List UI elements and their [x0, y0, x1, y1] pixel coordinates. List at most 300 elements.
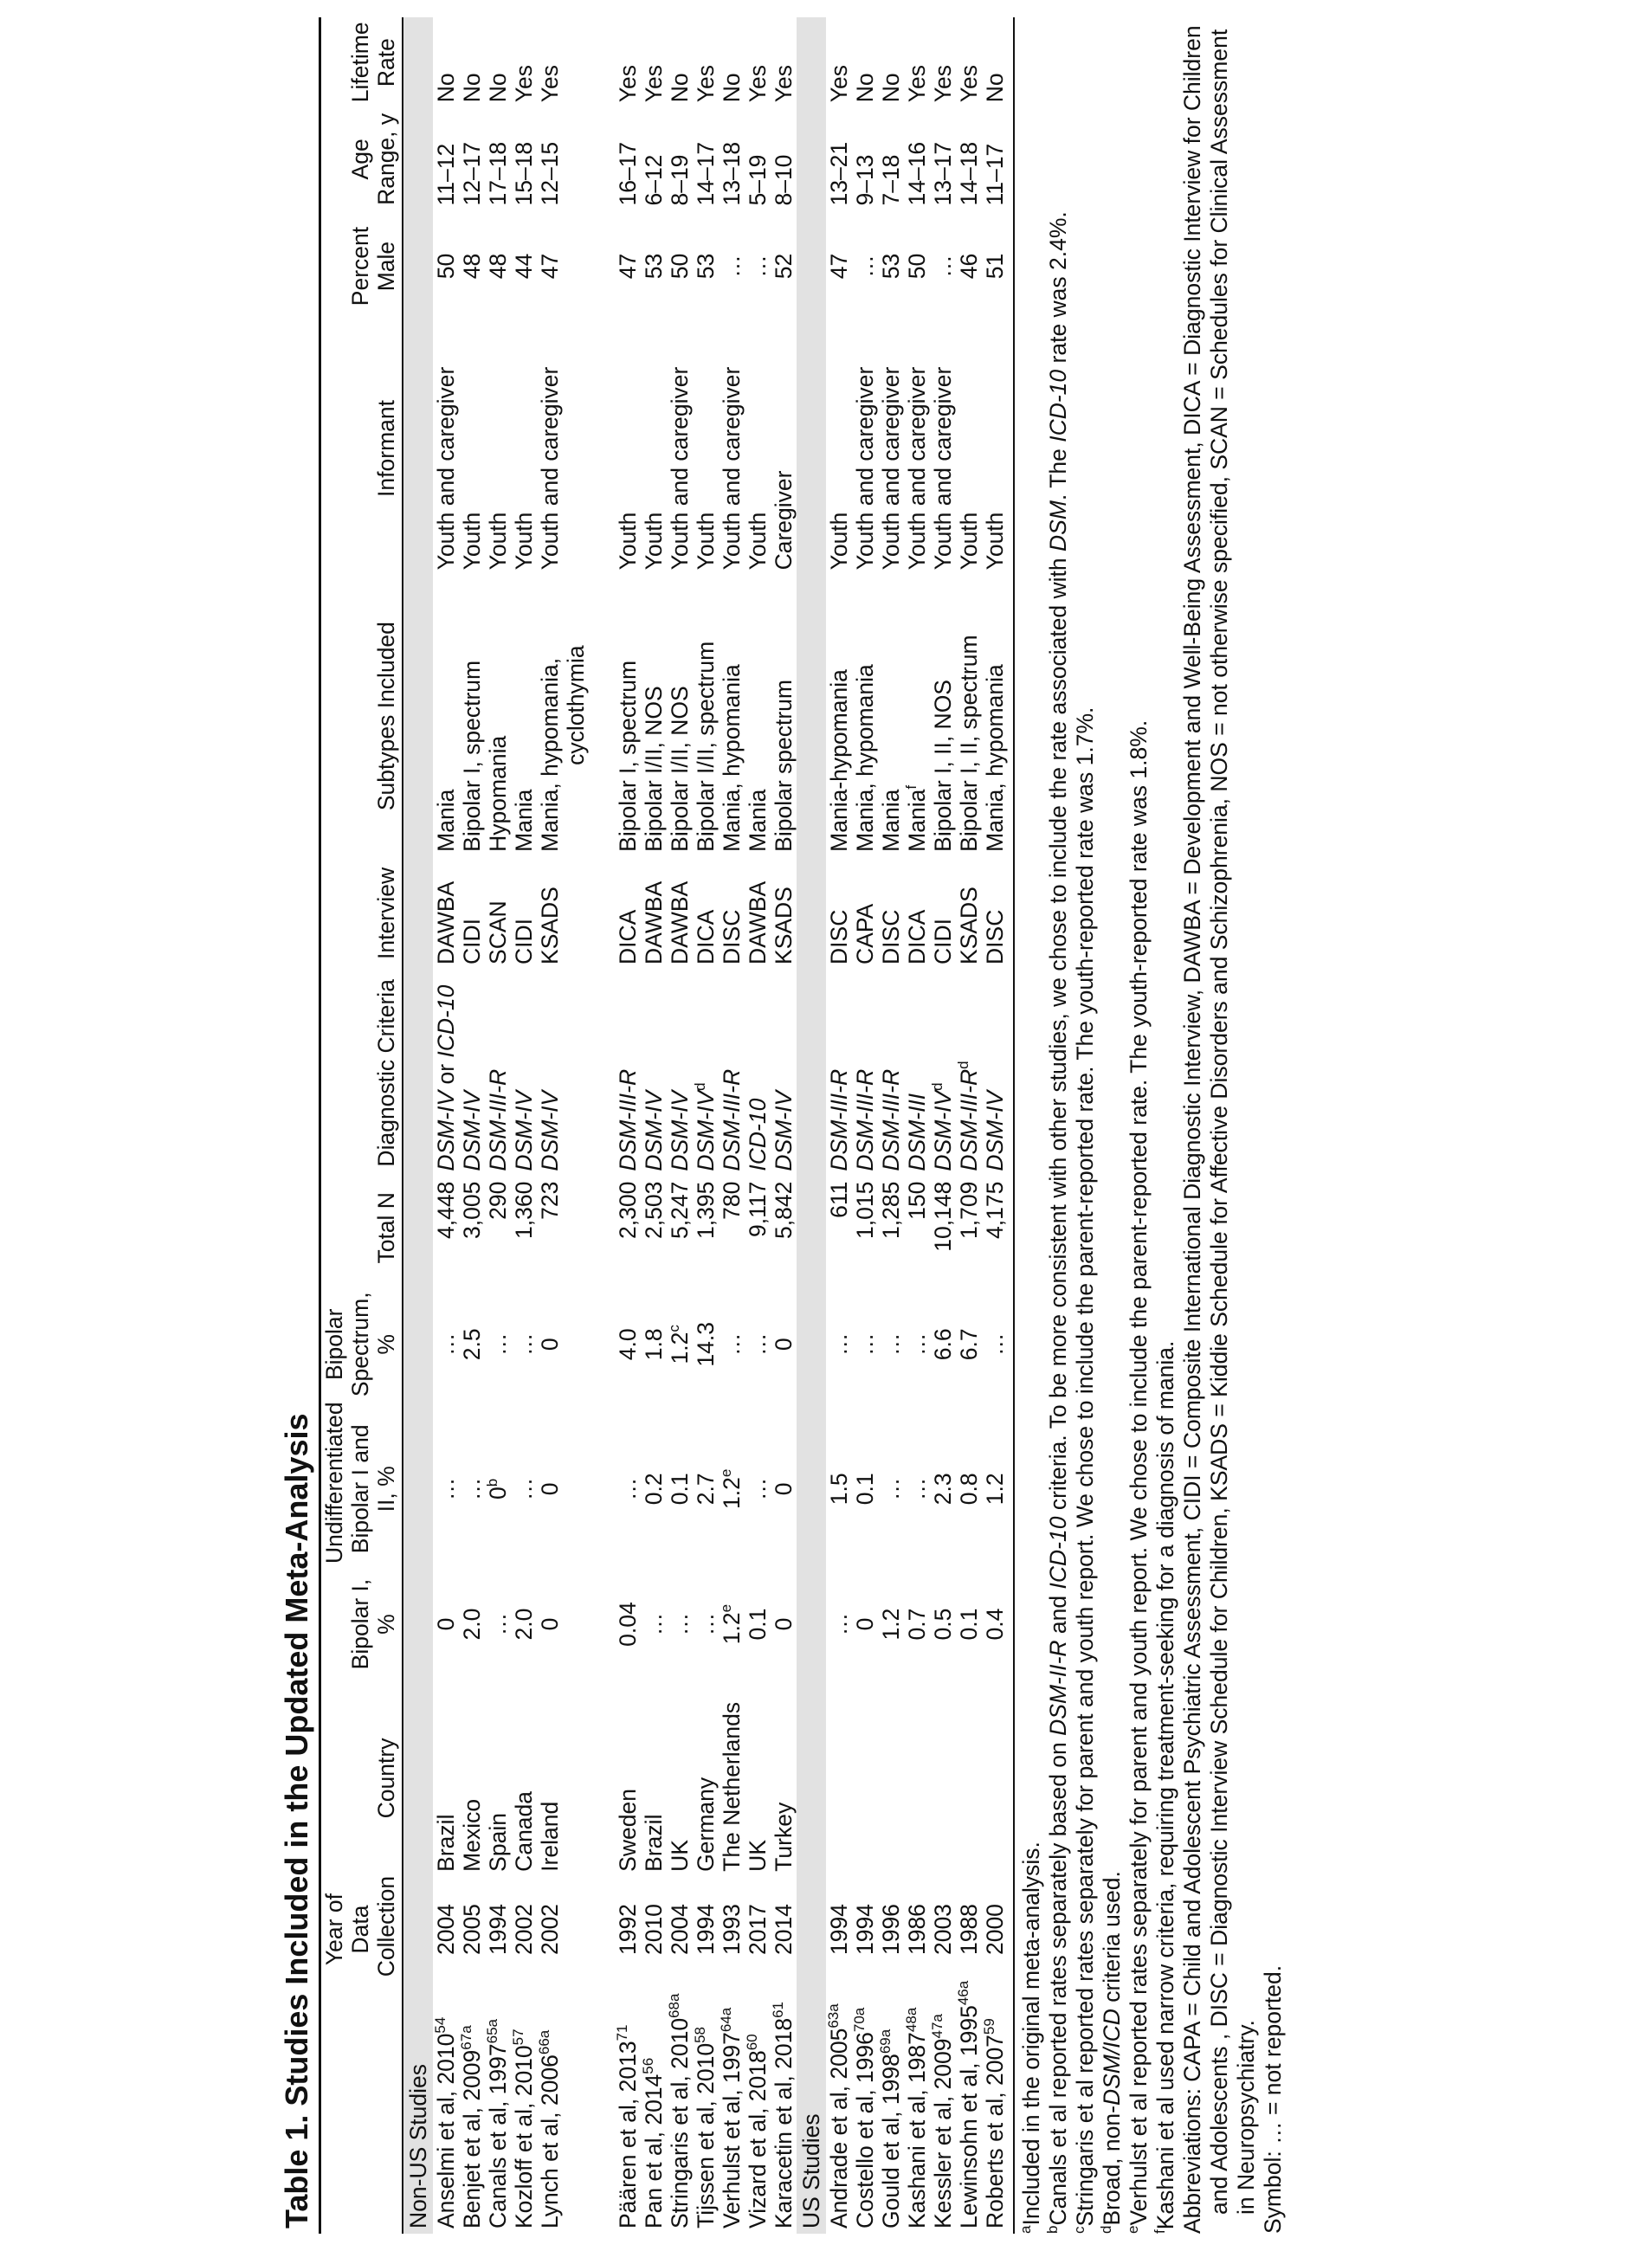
cell-year: 1988: [956, 1904, 982, 1956]
cell-subtypes: Hypomania: [485, 735, 511, 852]
cell-subtypes: Bipolar I, spectrum: [615, 660, 641, 852]
cell-male: …: [930, 255, 956, 278]
table-row: [878, 17, 904, 2234]
cell-bp1: 0: [852, 1617, 878, 1631]
cell-lifetime: Yes: [641, 64, 667, 103]
studies-table: [321, 17, 1008, 2234]
cell-country: Brazil: [433, 1814, 459, 1872]
cell-study: Tijssen et al, 2010$^{58}$: [692, 2026, 719, 2228]
cell-bp1: 0.1: [745, 1608, 771, 1641]
section-header: [797, 17, 826, 2234]
cell-bp1: …: [667, 1612, 693, 1636]
table-row: [433, 17, 459, 2234]
cell-bp1: 0: [537, 1617, 563, 1631]
cell-lifetime: Yes: [745, 64, 771, 103]
cell-informant: Youth: [511, 512, 537, 571]
cell-lifetime: Yes: [930, 64, 956, 103]
table-row: [719, 17, 745, 2234]
cell-interview: DAWBA: [745, 880, 771, 964]
cell-study: Päären et al, 2013$^{71}$: [614, 2024, 641, 2228]
table-row: [745, 17, 771, 2234]
cell-year: 2000: [982, 1904, 1008, 1956]
cell-year: 1986: [904, 1904, 930, 1956]
cell-interview: DISC: [826, 909, 852, 964]
cell-undiff: 0$^b$: [484, 1478, 511, 1500]
cell-year: 2005: [459, 1904, 485, 1956]
cell-spectrum: 2.5: [459, 1328, 485, 1361]
row-spacer: [589, 17, 615, 2234]
header-informant: Informant: [321, 322, 403, 576]
cell-bp1: 1.2e: [718, 1603, 745, 1645]
cell-interview: DICA: [615, 909, 641, 964]
cell-bp1: 1.2: [878, 1608, 904, 1641]
cell-n: 5,842: [771, 1181, 797, 1239]
cell-male: 48: [459, 253, 485, 280]
cell-spectrum: 1.2$^c$: [666, 1325, 693, 1364]
cell-criteria: DSM-III: [904, 1093, 930, 1171]
cell-year: 2002: [537, 1904, 563, 1956]
cell-informant: Youth: [459, 512, 485, 571]
cell-lifetime: No: [878, 73, 904, 103]
cell-age: 12–15: [537, 141, 563, 206]
cell-undiff: 0.2: [641, 1473, 667, 1506]
table-header: [321, 17, 403, 2234]
cell-spectrum: …: [433, 1332, 459, 1357]
cell-age: 15–18: [511, 141, 537, 206]
cell-interview: DAWBA: [667, 880, 693, 964]
cell-informant: Youth and caregiver: [878, 366, 904, 571]
cell-age: 8–19: [667, 154, 693, 206]
cell-country: Spain: [485, 1813, 511, 1872]
cell-undiff: 1.2e: [718, 1468, 745, 1509]
footnote: Symbol: … = not reported.: [1260, 1964, 1286, 2234]
cell-undiff: 2.7: [693, 1473, 719, 1506]
cell-informant: Youth and caregiver: [852, 366, 878, 571]
cell-spectrum: …: [745, 1332, 771, 1357]
cell-age: 5–19: [745, 154, 771, 206]
cell-male: …: [745, 255, 771, 278]
cell-country: Canada: [511, 1790, 537, 1872]
cell-lifetime: No: [852, 73, 878, 103]
cell-lifetime: No: [667, 73, 693, 103]
cell-n: 780: [719, 1181, 745, 1220]
cell-study: Karacetin et al, 2018$^{61}$: [770, 2001, 797, 2228]
cell-informant: Youth: [826, 512, 852, 571]
cell-age: 6–12: [641, 154, 667, 206]
section-label: US Studies: [797, 17, 826, 2234]
cell-interview: SCAN: [485, 900, 511, 964]
cell-bp1: …: [826, 1612, 852, 1636]
cell-age: 17–18: [485, 141, 511, 206]
cell-male: 46: [956, 253, 982, 280]
cell-spectrum: …: [852, 1332, 878, 1357]
cell-spectrum: 1.8: [641, 1328, 667, 1361]
cell-study: Canals et al, $1997^{65a}$: [484, 2019, 511, 2228]
cell-year: 2014: [771, 1904, 797, 1956]
cell-criteria: DSM-III-R: [852, 1068, 878, 1171]
cell-lifetime: Yes: [904, 64, 930, 103]
cell-n: 1,285: [878, 1181, 904, 1239]
cell-male: 47: [537, 253, 563, 280]
cell-subtypes: Bipolar I, II, spectrum: [956, 635, 982, 852]
footnote: $^f$Kashani et al used narrow criteria, requiring treatment-seeking for a diagnosis of mania.: [1152, 1340, 1178, 2234]
cell-country: [878, 1680, 904, 1877]
cell-subtypes: Mania-hypomania: [826, 669, 852, 852]
cell-spectrum: 4.0: [615, 1328, 641, 1361]
cell-age: 14–16: [904, 141, 930, 206]
cell-interview: DICA: [904, 909, 930, 964]
cell-lifetime: No: [719, 73, 745, 103]
header-bipolar-i: Bipolar I, %: [321, 1569, 403, 1680]
cell-year: 1996: [878, 1904, 904, 1956]
cell-informant: Youth: [641, 512, 667, 571]
footnote: $^c$Stringaris et al reported rates separately for parent and youth report. We chose to include the parent-reported rate. The youth-reported rate was 1.7%.: [1071, 706, 1098, 2234]
table-page: [277, 17, 1287, 2234]
header-spectrum: Bipolar Spectrum, %: [321, 1280, 403, 1409]
cell-study: Lynch et al, $2006^{66a}$: [536, 2029, 563, 2228]
cell-criteria: DSM-IV or ICD-10: [433, 984, 459, 1171]
cell-bp1: 0.7: [904, 1608, 930, 1641]
header-year: Year of Data Collection: [321, 1877, 403, 1982]
cell-subtypes: Mania$^f$: [903, 784, 930, 852]
cell-undiff: 1.2: [982, 1473, 1008, 1506]
cell-subtypes: Mania: [433, 789, 459, 852]
cell-criteria: DSM-III-R: [615, 1068, 641, 1171]
cell-male: 47: [615, 253, 641, 280]
cell-undiff: 2.3: [930, 1473, 956, 1506]
cell-age: 13–21: [826, 141, 852, 206]
cell-spectrum: …: [826, 1332, 852, 1357]
footnote: $^d$Broad, non-DSM/ICD criteria used.: [1098, 1871, 1125, 2234]
cell-study: Kashani et al, $1987^{48a}$: [903, 2007, 930, 2228]
cell-n: 1,395: [693, 1181, 719, 1239]
cell-subtypes: Mania: [745, 789, 771, 852]
cell-year: 1993: [719, 1904, 745, 1956]
cell-undiff: …: [615, 1477, 641, 1501]
cell-study: Andrade et al, $2005^{63a}$: [825, 2003, 852, 2228]
cell-bp1: 2.0: [511, 1608, 537, 1641]
footnote: $^b$Canals et al reported rates separately based on DSM-II-R and ICD-10 criteria. To be more consistent with other studies, we chose to include the rate associated with DSM. The ICD-10 rate was 2.4%.: [1044, 211, 1071, 2234]
cell-undiff: 0.1: [667, 1473, 693, 1506]
cell-informant: Youth: [693, 512, 719, 571]
cell-interview: CIDI: [930, 918, 956, 964]
cell-criteria: DSM-IV: [459, 1090, 485, 1171]
cell-n: 10,148: [930, 1181, 956, 1252]
table-body: [403, 17, 1008, 2234]
cell-male: …: [852, 255, 878, 278]
cell-criteria: DSM-IV: [511, 1090, 537, 1171]
cell-subtypes: Mania, hypomania: [982, 664, 1008, 852]
cell-informant: Youth and caregiver: [667, 366, 693, 571]
cell-informant: Youth: [485, 512, 511, 571]
cell-interview: KSADS: [771, 887, 797, 964]
table-row: [641, 17, 667, 2234]
cell-spectrum: …: [485, 1332, 511, 1357]
cell-subtypes: Bipolar I, II, NOS: [930, 680, 956, 852]
cell-criteria: DSM-III-R: [878, 1068, 904, 1171]
cell-male: 48: [485, 253, 511, 280]
cell-year: 1994: [826, 1904, 852, 1956]
cell-country: Turkey: [771, 1802, 797, 1872]
cell-bp1: 0: [771, 1617, 797, 1631]
cell-criteria: DSM-III-R: [719, 1068, 745, 1171]
cell-criteria: DSM-III-R: [485, 1068, 511, 1171]
footnote: Abbreviations: CAPA = Child and Adolescent Psychiatric Assessment, CIDI = Composite International Diagnostic Interview, DAWBA = Development and Well-Being Assessment, DICA = Diagnostic Interview for Children and Adolescents , DISC = Diagnostic Interview Schedule for Children, KSADS = Kiddie Schedule for Affective Disorders and Schizophrenia, NOS = not otherwise specified, SCAN = Schedules for Clinical Assessment in Neuropsychiatry.: [1179, 25, 1259, 2234]
cell-age: 11–17: [982, 143, 1008, 206]
cell-country: Sweden: [615, 1789, 641, 1872]
cell-country: [852, 1680, 878, 1877]
cell-subtypes: Mania, hypomania: [719, 664, 745, 852]
cell-study: Gould et al, $1998^{69a}$: [877, 2028, 904, 2228]
cell-bp1: 0.1: [956, 1608, 982, 1641]
cell-criteria: DSM-$IV^d$: [692, 1082, 719, 1171]
cell-undiff: 0.8: [956, 1473, 982, 1506]
header-lifetime-rate: Lifetime Rate: [321, 17, 403, 107]
cell-lifetime: No: [982, 73, 1008, 103]
cell-year: 2004: [667, 1904, 693, 1956]
cell-age: 14–18: [956, 141, 982, 206]
table-row: [615, 17, 641, 2234]
cell-interview: CIDI: [511, 918, 537, 964]
cell-interview: CIDI: [459, 918, 485, 964]
cell-spectrum: 0: [537, 1338, 563, 1351]
cell-study: Verhulst et al, $1997^{64a}$: [718, 2007, 745, 2228]
cell-male: 50: [904, 253, 930, 280]
cell-interview: KSADS: [956, 887, 982, 964]
cell-bp1: …: [485, 1612, 511, 1636]
header-interview: Interview: [321, 857, 403, 970]
cell-interview: DISC: [982, 909, 1008, 964]
cell-n: 4,448: [433, 1181, 459, 1239]
cell-subtypes: Bipolar I/II, NOS: [667, 686, 693, 852]
cell-spectrum: 0: [771, 1338, 797, 1351]
cell-n: 723: [537, 1181, 563, 1220]
cell-year: 2002: [511, 1904, 537, 1956]
table-row: [956, 17, 982, 2234]
cell-informant: Youth and caregiver: [904, 366, 930, 571]
header-undifferentiated: Undifferentiated Bipolar I and II, %: [321, 1409, 403, 1569]
cell-male: 51: [982, 253, 1008, 280]
cell-age: 9–13: [852, 154, 878, 206]
cell-n: 611: [826, 1181, 852, 1218]
cell-year: 2017: [745, 1904, 771, 1956]
cell-bp1: 0.4: [982, 1608, 1008, 1641]
cell-criteria: DSM-IV: [667, 1090, 693, 1171]
table-row: [485, 17, 511, 2234]
cell-age: 8–10: [771, 154, 797, 206]
cell-interview: DICA: [693, 909, 719, 964]
cell-lifetime: No: [485, 73, 511, 103]
cell-informant: Youth and caregiver: [537, 366, 563, 571]
footnote: $^e$Verhulst et al reported rates separately for parent and youth report. We chose to include the parent-reported rate. The youth-reported rate was 1.8%.: [1125, 719, 1152, 2234]
table-row: [459, 17, 485, 2234]
cell-country: The Netherlands: [719, 1701, 745, 1872]
cell-male: 47: [826, 253, 852, 280]
cell-study: Kozloff et al, 2010$^{57}$: [510, 2028, 537, 2228]
cell-male: 53: [878, 253, 904, 280]
cell-informant: Youth: [982, 512, 1008, 571]
cell-study: Pan et al, 2014$^{56}$: [640, 2057, 667, 2228]
cell-lifetime: No: [433, 73, 459, 103]
table-title: Table 1. Studies Included in the Updated Meta-Analysis: [277, 17, 321, 2234]
cell-country: [904, 1680, 930, 1877]
cell-criteria: DSM-IV: [771, 1090, 797, 1171]
cell-male: 50: [667, 253, 693, 280]
cell-country: [956, 1680, 982, 1877]
cell-spectrum: …: [904, 1332, 930, 1357]
cell-year: 2003: [930, 1904, 956, 1956]
cell-year: 1992: [615, 1904, 641, 1956]
cell-criteria: ICD-10: [745, 1098, 771, 1171]
cell-spectrum: …: [982, 1332, 1008, 1357]
cell-interview: DAWBA: [433, 880, 459, 964]
cell-country: [826, 1680, 852, 1877]
cell-subtypes: Mania: [511, 789, 537, 852]
cell-lifetime: Yes: [826, 64, 852, 103]
cell-study: Lewinsohn et al, $1995^{46a}$: [955, 1980, 982, 2228]
cell-n: 4,175: [982, 1181, 1008, 1239]
cell-criteria: DSM-III-R: [826, 1068, 852, 1171]
cell-age: 14–17: [693, 141, 719, 206]
cell-year: 1994: [485, 1904, 511, 1956]
cell-n: 2,503: [641, 1181, 667, 1239]
cell-bp1: 0: [433, 1617, 459, 1631]
cell-study: Benjet et al, $2009^{67a}$: [458, 2025, 485, 2228]
cell-age: 7–18: [878, 154, 904, 206]
table-row: [537, 17, 589, 2234]
footnote: $^a$Included in the original meta-analysis.: [1017, 1841, 1044, 2234]
cell-year: 2004: [433, 1904, 459, 1956]
cell-spectrum: 14.3: [693, 1322, 719, 1367]
cell-country: Germany: [693, 1777, 719, 1872]
cell-subtypes: Bipolar I/II, NOS: [641, 686, 667, 852]
cell-n: 5,247: [667, 1181, 693, 1239]
cell-country: [930, 1680, 956, 1877]
cell-n: 1,015: [852, 1181, 878, 1239]
cell-lifetime: Yes: [537, 64, 563, 103]
cell-n: 9,117: [745, 1181, 771, 1237]
cell-criteria: DSM-$III-R^d$: [955, 1061, 982, 1171]
cell-undiff: …: [904, 1477, 930, 1501]
header-study: [321, 1982, 403, 2234]
cell-country: UK: [745, 1839, 771, 1872]
cell-subtypes: Mania, hypomania: [852, 664, 878, 852]
cell-bp1: 0.04: [615, 1602, 641, 1647]
cell-criteria: DSM-IV: [641, 1090, 667, 1171]
cell-n: 150: [904, 1181, 930, 1220]
header-country: Country: [321, 1680, 403, 1877]
table-row: [511, 17, 537, 2234]
cell-study: Vizard et al, 2018$^{60}$: [744, 2034, 771, 2228]
cell-undiff: …: [433, 1477, 459, 1501]
header-subtypes: Subtypes Included: [321, 575, 403, 856]
cell-informant: Youth and caregiver: [719, 366, 745, 571]
table-row: [771, 17, 797, 2234]
cell-country: UK: [667, 1839, 693, 1872]
cell-lifetime: Yes: [956, 64, 982, 103]
cell-interview: KSADS: [537, 887, 563, 964]
cell-age: 12–17: [459, 141, 485, 206]
cell-n: 2,300: [615, 1181, 641, 1239]
cell-male: 50: [433, 253, 459, 280]
cell-study: Costello et al, $1996^{70a}$: [851, 2007, 878, 2228]
cell-year: 1994: [852, 1904, 878, 1956]
cell-lifetime: Yes: [615, 64, 641, 103]
cell-bp1: 0.5: [930, 1608, 956, 1641]
header-age-range: Age Range, y: [321, 107, 403, 210]
cell-male: 53: [641, 253, 667, 280]
cell-year: 2010: [641, 1904, 667, 1956]
table-row: [852, 17, 878, 2234]
cell-criteria: DSM-IV: [537, 1090, 563, 1171]
table-row: [930, 17, 956, 2234]
header-criteria: Diagnostic Criteria: [321, 970, 403, 1177]
cell-interview: DISC: [719, 909, 745, 964]
cell-subtypes: Mania: [878, 789, 904, 852]
cell-age: 11–12: [433, 143, 459, 206]
section-label: Non-US Studies: [403, 17, 433, 2234]
cell-undiff: 0: [537, 1482, 563, 1496]
cell-bp1: …: [641, 1612, 667, 1636]
cell-undiff: …: [745, 1477, 771, 1501]
cell-informant: Youth: [615, 512, 641, 571]
cell-informant: Youth and caregiver: [930, 366, 956, 571]
cell-undiff: …: [459, 1477, 485, 1501]
cell-n: 1,360: [511, 1181, 537, 1239]
cell-spectrum: …: [719, 1332, 745, 1357]
table-row: [904, 17, 930, 2234]
cell-criteria: DSM-$IV^d$: [929, 1082, 956, 1171]
cell-country: Ireland: [537, 1801, 563, 1872]
cell-country: Mexico: [459, 1798, 485, 1872]
cell-criteria: DSM-IV: [982, 1090, 1008, 1171]
cell-informant: Caregiver: [771, 470, 797, 571]
cell-age: 13–18: [719, 141, 745, 206]
footnotes: [1013, 17, 1287, 2234]
table-row: [982, 17, 1008, 2234]
cell-undiff: 0.1: [852, 1473, 878, 1506]
cell-study: Stringaris et al, $2010^{68a}$: [666, 1993, 693, 2228]
cell-subtypes: Bipolar spectrum: [771, 680, 797, 852]
cell-subtypes: Mania, hypomania, cyclothymia: [537, 645, 589, 852]
cell-year: 1994: [693, 1904, 719, 1956]
section-header: [403, 17, 433, 2234]
cell-age: 13–17: [930, 141, 956, 206]
cell-n: 1,709: [956, 1181, 982, 1239]
cell-male: 52: [771, 253, 797, 280]
cell-n: 290: [485, 1181, 511, 1220]
cell-informant: Youth: [956, 512, 982, 571]
cell-undiff: 0: [771, 1482, 797, 1496]
cell-spectrum: 6.6: [930, 1328, 956, 1361]
cell-study: Roberts et al, 2007$^{59}$: [981, 2018, 1008, 2228]
header-percent-male: Percent Male: [321, 211, 403, 322]
cell-bp1: 2.0: [459, 1608, 485, 1641]
cell-informant: Youth: [745, 512, 771, 571]
cell-interview: CAPA: [852, 903, 878, 964]
cell-lifetime: Yes: [771, 64, 797, 103]
cell-interview: DAWBA: [641, 880, 667, 964]
cell-lifetime: No: [459, 73, 485, 103]
cell-country: Brazil: [641, 1814, 667, 1872]
cell-informant: Youth and caregiver: [433, 366, 459, 571]
cell-undiff: 1.5: [826, 1473, 852, 1506]
cell-spectrum: …: [511, 1332, 537, 1357]
cell-subtypes: Bipolar I, spectrum: [459, 660, 485, 852]
cell-lifetime: Yes: [693, 64, 719, 103]
table-row: [693, 17, 719, 2234]
cell-n: 3,005: [459, 1181, 485, 1239]
